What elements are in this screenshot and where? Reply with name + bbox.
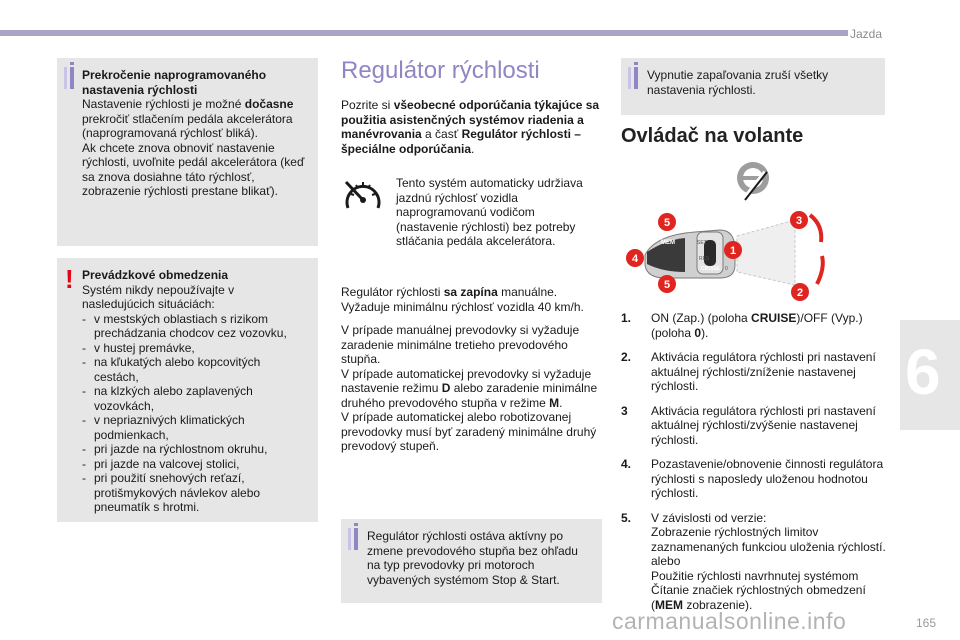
- list-item: 2. Aktivácia regulátora rýchlosti pri nastavení aktuálnej rýchlosti/zníženie nastavenej rýchlosti.: [621, 350, 876, 393]
- list-item: - na kľukatých alebo kopcovitých cestách,: [82, 355, 261, 384]
- svg-text:5: 5: [663, 279, 671, 291]
- warning-icon: !: [65, 264, 74, 294]
- info-icon: [70, 67, 74, 89]
- list-item: - pri jazde na valcovej stolici,: [82, 456, 240, 471]
- intro-paragraph: Pozrite si všeobecné odporúčania týkajúce sa použitia asistenčných systémov riadenia a manévrovania a časť Regulátor rýchlosti – špeciálne odporúčania.: [341, 98, 600, 156]
- page-title: Regulátor rýchlosti: [341, 57, 540, 84]
- note-text: prekročiť stlačením pedála akcelerátora (naprogramovaná rýchlosť bliká).: [82, 111, 293, 140]
- info-note-overspeed: [57, 58, 318, 246]
- list-item: 4. Pozastavenie/obnovenie činnosti regulátora rýchlosti s naposledy uloženou hodnotou rýchlosti.: [621, 457, 884, 500]
- info-bar-light: [348, 528, 351, 550]
- warning-note-limits: [57, 258, 318, 522]
- info-bar-light: [64, 67, 67, 89]
- chapter-number: 6: [905, 336, 941, 408]
- note-title: Prekročenie naprogramovaného nastavenia rýchlosti: [82, 68, 267, 97]
- callout-4: [626, 249, 644, 267]
- list-item: - v hustej premávke,: [82, 340, 195, 355]
- info-note-stop-start: Regulátor rýchlosti ostáva aktívny po zmene prevodového stupňa bez ohľadu na typ prevodovky pri motoroch vybavených systémom Stop & Start.: [341, 519, 602, 603]
- svg-text:1: 1: [729, 245, 737, 257]
- note-text: Nastavenie rýchlosti je možné: [82, 97, 245, 111]
- callout-5-bottom: [658, 275, 676, 293]
- activation-paragraph: Regulátor rýchlosti sa zapína manuálne. Vyžaduje minimálnu rýchlosť vozidla 40 km/h.: [341, 285, 584, 314]
- info-bar-light: [628, 67, 631, 89]
- svg-text:2: 2: [796, 287, 804, 299]
- stalk-label-set: SET: [697, 240, 707, 246]
- list-item: 1. ON (Zap.) (poloha CRUISE)/OFF (Vyp.) (poloha 0).: [621, 311, 863, 340]
- list-item: - na klzkých alebo zaplavených vozovkách,: [82, 384, 253, 413]
- page-number: 165: [916, 616, 937, 630]
- system-description: Tento systém automaticky udržiava jazdnú rýchlosť vozidla naprogramovanú vodičom (nastavenie rýchlosti) bez potreby stláčania pedála akcelerátora.: [396, 176, 583, 248]
- watermark: carmanualsonline.info: [612, 608, 847, 634]
- header-bar: [0, 30, 848, 36]
- stalk-label-res: RES: [699, 256, 710, 262]
- list-item: - v nepriaznivých klimatických podmienkach,: [82, 413, 245, 442]
- list-item: - pri jazde na rýchlostnom okruhu,: [82, 442, 268, 456]
- speedometer-icon: [340, 174, 386, 214]
- info-note-ignition: Vypnutie zapaľovania zruší všetky nastavenia rýchlosti.: [621, 58, 885, 115]
- section-title: Jazda: [850, 27, 883, 41]
- list-item: - v mestských oblastiach s rizikom prechádzania chodcov cez vozovku,: [82, 311, 287, 340]
- gearbox-paragraph: V prípade manuálnej prevodovky si vyžaduje zaradenie minimálne tretieho prevodového stupňa. V prípade automatickej prevodovky si vyžaduje nastavenie režimu D alebo zaradenie minimálne druhého prevodového stupňa v režime M. V prípade automatickej alebo robotizovanej prevodovky musí byť zaradený minimálne druhý prevodový stupeň.: [341, 323, 598, 453]
- info-icon: [634, 67, 638, 89]
- steering-wheel-icon: [737, 162, 769, 200]
- list-item: - pri použití snehových reťazí, protišmykových návlekov alebo pneumatík s hrotmi.: [82, 471, 261, 514]
- callout-5-top: [658, 213, 676, 231]
- callout-1: [724, 241, 742, 259]
- info-icon: [354, 528, 358, 550]
- note-text-bold: dočasne: [244, 97, 294, 111]
- warning-title: Prevádzkové obmedzenia: [82, 268, 229, 282]
- list-item: 5. V závislosti od verzie: Zobrazenie rýchlostných limitov zaznamenaných funkciou uloženia rýchlostí. alebo Použitie rýchlosti navrhnutej systémom Čítanie značiek rýchlostných obmedzení (MEM zobrazenie).: [621, 510, 886, 612]
- note-text: Ak chcete znova obnoviť nastavenie rýchlosti, uvoľnite pedál akcelerátora (keď sa znova dosiahne táto rýchlosť, zobrazenie rýchlosti prestane blikať).: [82, 140, 305, 198]
- callout-2: [791, 283, 809, 301]
- stalk-label-zero: 0: [725, 266, 728, 272]
- stalk-label-mem: MEM: [661, 240, 675, 246]
- callout-3: [790, 211, 808, 229]
- control-list: [621, 311, 886, 622]
- steering-control-diagram: [625, 160, 865, 310]
- warning-intro: Systém nikdy nepoužívajte v nasledujúcich situáciách:: [82, 282, 235, 311]
- svg-text:3: 3: [795, 215, 803, 227]
- svg-text:5: 5: [663, 217, 671, 229]
- list-item: 3 Aktivácia regulátora rýchlosti pri nastavení aktuálnej rýchlosti/zvýšenie nastavenej rýchlosti.: [621, 403, 876, 447]
- stalk-label-cruise: CRUISE: [701, 266, 720, 272]
- svg-text:4: 4: [631, 253, 639, 265]
- section-heading: Ovládač na volante: [621, 125, 804, 147]
